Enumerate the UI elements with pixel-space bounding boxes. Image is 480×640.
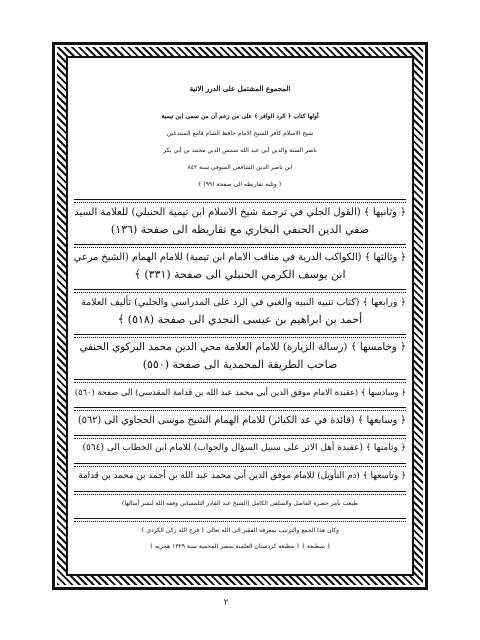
item-line: ﴿ وسادسها ﴾ (عقيدة الامام موفق الدين أبي محمد عبد الله بن قدامة المقدسي) الى صفحة (٥٦٠) [74,387,406,397]
item-line: ﴿ وثانيها ﴾ (القول الجلي في ترجمة شيخ الاسلام ابن تيمية الحنبلي) للعلامة السيد [74,207,406,218]
section-divider [74,435,406,436]
section-divider [74,518,406,519]
item-line: ﴿ وخامسها ﴾ (رسالة الزيارة) للامام العلامة محي الدين محمد البركوي الحنفي [79,341,406,353]
header-line-1: أولها كتاب ﴿ الرد الوافر ﴾ على من زعم أن من سمى ابن تيمية [161,113,319,120]
arranger-line: وكان هذا الجمع والترتيب بمعرفة الفقير الى الله تعالى ﴿ فرج الله زكي الكردي ﴾ [140,527,340,534]
section-divider [74,379,406,380]
printer-line: ﴿ بمطبعة ﴾ ﴿ مطبعة كردستان العلمية بمصر المحمية سنة ١٣٢٩ هجريه ﴾ [149,543,331,550]
item-line: ﴿ ورابعها ﴾ (كتاب تنبيه النبيه والغبي في الرد على المدراسي والحلبي) تأليف العلامة [81,297,406,308]
book-title: المجموع المشتمل على الدرر الاتية [189,84,291,93]
title-page-content [70,60,410,572]
item-line: ﴿ وسابعها ﴾ (قائدة في عد الكبائر) للامام الهمام الشيخ موسى الحجاوي الى (٥٦٢) [77,415,406,426]
header-line-2: شيخ الاسلام كافر للشيخ الامام حافظ الشام قامع المبتدعين [166,130,314,137]
contents-item-5 [70,339,410,373]
section-divider [74,244,406,245]
item-line: أحمد بن ابراهيم بن عيسى النجدي الى صفحة (٥١٨) ﴾ [117,313,363,326]
contents-item-3 [70,249,410,283]
patron-line: طبعت بأمر حضرة الفاضل والسلفي الكامل (الشيخ عبد القادر التلمساني وفقه الله لنشر أمثالها) [122,500,358,507]
item-line: ﴿ وثالثها ﴾ (الكواكب الدرية في مناقب الامام ابن تيمية) للامام الهمام (الشيخ مرعي [74,252,406,263]
contents-item-2 [70,204,410,238]
contents-item-4 [70,294,410,328]
section-divider [74,463,406,464]
item-line: ﴿ وتاسعها ﴾ (ذم التأويل) للامام موفق الدين أبي محمد عبد الله بن أحمد بن محمد بن قدامة [78,471,406,481]
page-mark: ٢ [223,598,229,608]
contents-item-7 [70,412,410,429]
item-line: صاحب الطريقة المحمدية الى صفحة (٥٥٠) [142,358,338,371]
contents-item-9 [70,468,410,485]
section-divider [74,407,406,408]
header-block [70,108,410,193]
section-divider [74,289,406,290]
header-line-3: ناصر السنة والدين أبي عبد الله شمس الدين محمد بن أبي بكر [163,147,317,154]
contents-item-8 [70,440,410,457]
item-line: صفي الدين الحنفي البخاري مع تقاريظه الى صفحة (١٣٦) [110,223,370,236]
item-line: ﴿ وثامنها ﴾ (عقيدة أهل الاثر على سبيل السؤال والجواب) للامام ابن الخطاب الى (٥٦٤) [82,443,406,453]
contents-item-6 [70,384,410,401]
section-divider [74,491,406,492]
item-line: ابن يوسف الكرمي الحنبلي الى صفحة (٣٣١) ﴾ [134,268,346,281]
section-divider [74,334,406,335]
header-line-5: ﴿ وتليه تقاريظه الى صفحة (٩٩) ﴾ [197,181,283,188]
header-line-4: ابن ناصر الدين الشافعي المتوفي سنة ٨٤٢ [187,164,293,171]
section-divider [74,199,406,200]
